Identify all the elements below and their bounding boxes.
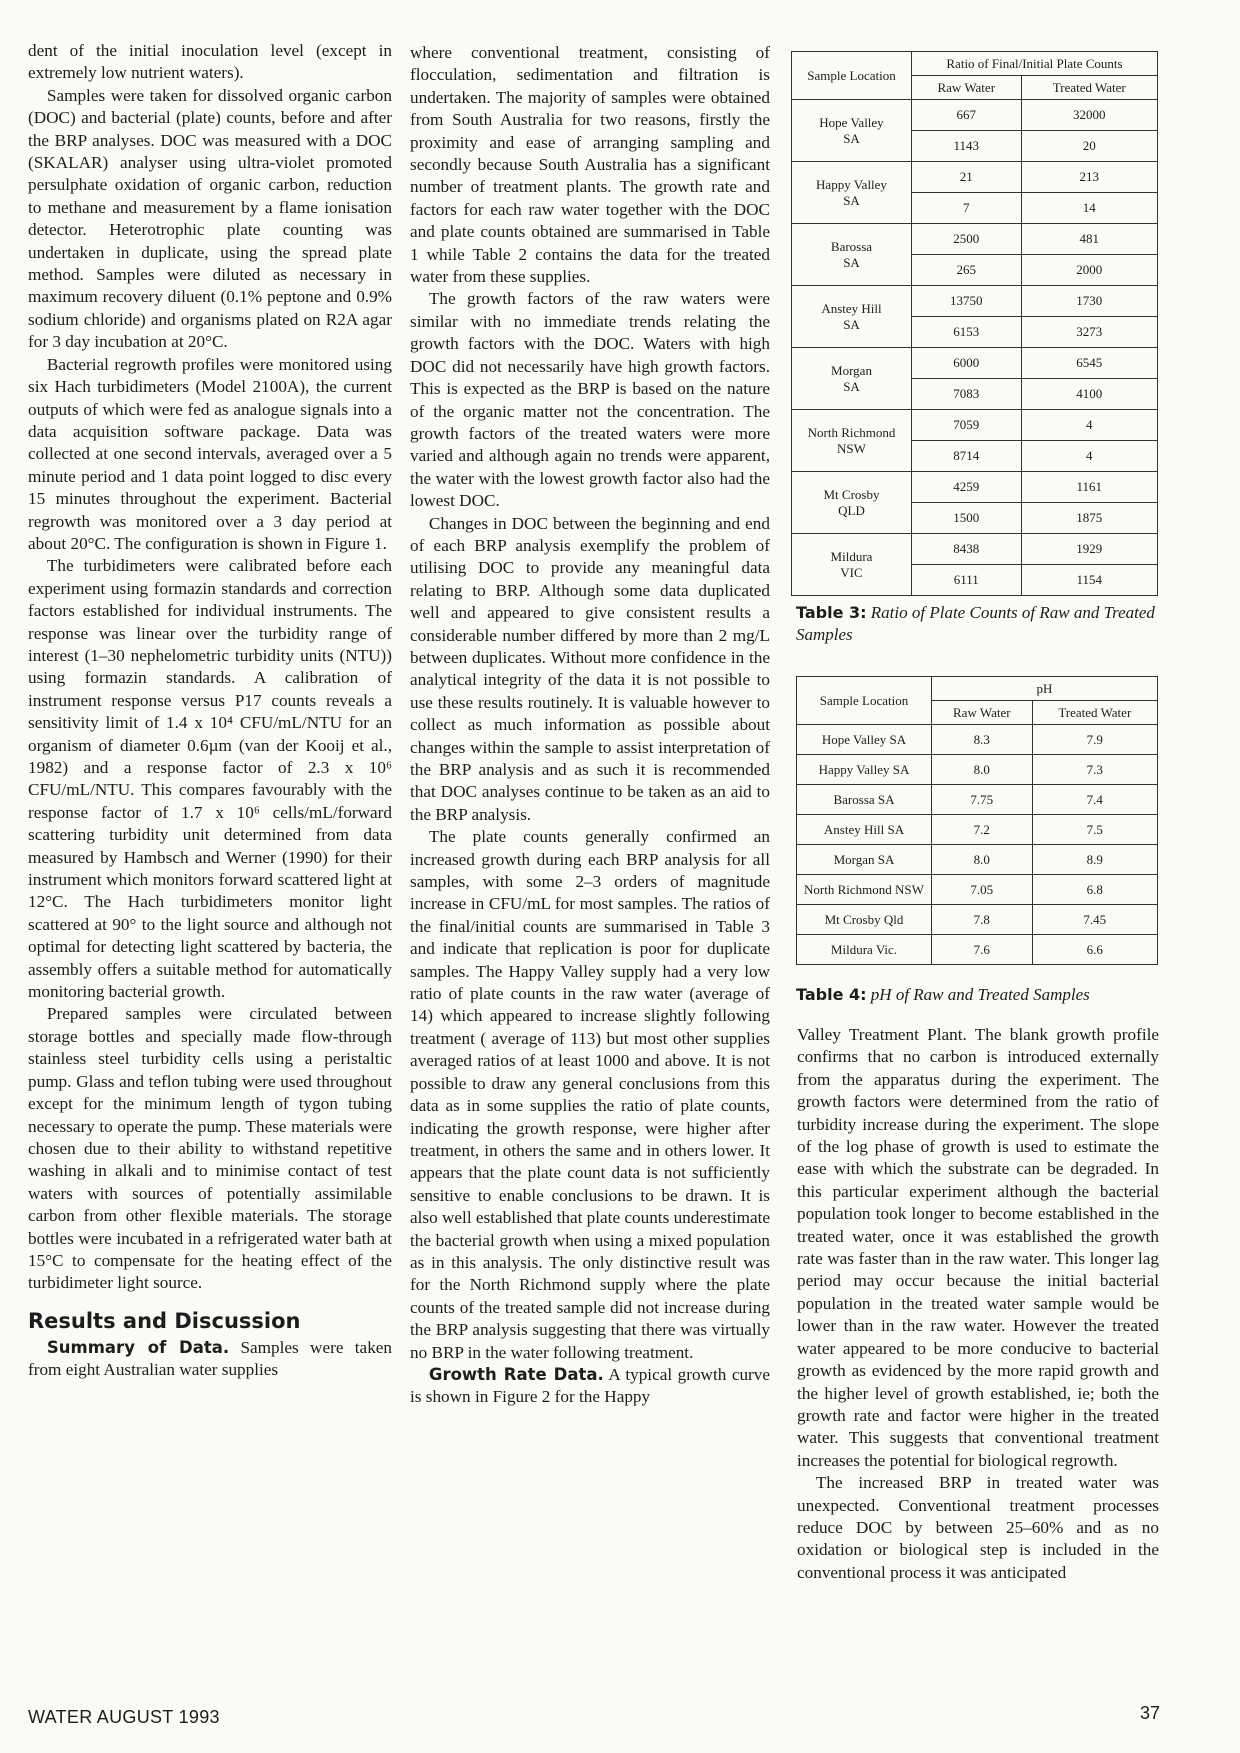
raw-water-ratio: 4259 — [912, 472, 1022, 503]
subsection-label: Growth Rate Data. — [428, 1364, 604, 1384]
sample-location: North Richmond NSW — [797, 875, 932, 905]
table-row — [792, 224, 1158, 255]
raw-water-ph: 8.3 — [932, 725, 1033, 755]
treated-water-ph: 7.5 — [1032, 815, 1157, 845]
location-name: Mildura — [830, 548, 873, 564]
paragraph: The increased BRP in treated water was unexpected. Conventional treatment processes reduce DOC by between 25–60% and as no oxidation or biological step is included in the conventional process it was anticipated — [797, 1473, 1159, 1582]
table-row — [797, 905, 1158, 935]
treated-water-ratio: 1929 — [1021, 534, 1158, 565]
table-row — [792, 286, 1158, 317]
table-4-ph — [796, 676, 1158, 965]
paragraph: Samples were taken for dissolved organic carbon (DOC) and bacterial (plate) counts, before and after the BRP analyses. DOC was measured with a DOC (SKALAR) analyser using ultra-violet promoted persulphate oxidation of organic carbon, reduction to methane and measurement by a flame ionisation detector. Heterotrophic plate counting was undertaken in duplicate, using the spread plate method. Samples were diluted as necessary in maximum recovery diluent (0.1% peptone and 0.9% sodium chloride) and organisms plated on R2A agar for 3 day incubation at 20°C. — [28, 85, 392, 352]
sample-location — [792, 162, 912, 224]
paragraph: Prepared samples were circulated between storage bottles and specially made flow-through stainless steel turbidity cells using a peristaltic pump. Glass and teflon tubing were used throughout except for the minimum length of tygon tubing necessary to operate the pump. These materials were chosen due to their ability to withstand repetitive washing in alkali and to minimise contact of test waters with sources of potentially assimilable carbon from other flexible materials. The storage bottles were incubated in a refrigerated water bath at 15°C to compensate for the heating effect of the turbidimeter light source. — [28, 1004, 392, 1293]
text-column-1 — [28, 40, 392, 1382]
table-row — [792, 100, 1158, 131]
sample-location: Mt Crosby Qld — [797, 905, 932, 935]
location-state: SA — [843, 378, 860, 394]
page-number: 37 — [1139, 1703, 1160, 1723]
raw-water-ratio: 265 — [912, 255, 1022, 286]
treated-water-ratio: 1730 — [1021, 286, 1158, 317]
raw-water-ratio: 6153 — [912, 317, 1022, 348]
table-row — [792, 472, 1158, 503]
location-name: Morgan — [831, 362, 872, 378]
treated-water-ph: 7.3 — [1032, 755, 1157, 785]
table-row — [797, 815, 1158, 845]
treated-water-ph: 6.8 — [1032, 875, 1157, 905]
footer-publication: WATER AUGUST 1993 — [28, 1707, 220, 1727]
treated-water-ratio: 1161 — [1021, 472, 1158, 503]
caption-text: Ratio of Plate Counts of Raw and Treated Samples — [796, 603, 1155, 644]
location-state: QLD — [838, 502, 865, 518]
treated-water-ratio: 4 — [1021, 441, 1158, 472]
sample-location: Morgan SA — [797, 845, 932, 875]
table-row — [797, 785, 1158, 815]
treated-water-ratio: 2000 — [1021, 255, 1158, 286]
sample-location: Anstey Hill SA — [797, 815, 932, 845]
caption-text: pH of Raw and Treated Samples — [866, 985, 1090, 1004]
table-3-plate-count-ratios — [791, 51, 1158, 596]
location-name: North Richmond — [807, 424, 896, 440]
sample-location — [792, 224, 912, 286]
table-row — [792, 534, 1158, 565]
raw-water-ph: 8.0 — [932, 755, 1033, 785]
text-column-3 — [797, 1024, 1159, 1584]
paragraph: The turbidimeters were calibrated before each experiment using formazin standards and correction factors established for individual instruments. The response was linear over the turbidity range of interest (1–30 nephelometric turbidity units (NTU)) using formazin standards. A calibration of instrument response versus P17 counts reveals a sensitivity limit of 1.4 x 10⁴ CFU/mL/NTU for an organism of diameter 0.6µm (van der Kooij et al., 1982) and a response factor of 2.3 x 10⁶ CFU/mL/NTU. This compares favourably with the response factor of 1.7 x 10⁶ cells/mL/forward scattering turbidity unit determined from data measured by Hambsch and Werner (1990) for their instrument which monitors forward scattered light at 12°C. The Hach turbidimeters monitor light scattered at 90° to the light source and although not optimal for detecting light scattered by bacteria, the assembly offers a suitable method for automatically monitoring bacterial growth. — [28, 556, 392, 1002]
treated-water-ratio: 481 — [1021, 224, 1158, 255]
table-body — [797, 725, 1158, 965]
table-row — [792, 348, 1158, 379]
location-state: SA — [843, 316, 860, 332]
sample-location — [792, 286, 912, 348]
column-header: Treated Water — [1032, 701, 1157, 725]
raw-water-ratio: 7083 — [912, 379, 1022, 410]
raw-water-ratio: 8714 — [912, 441, 1022, 472]
table-row — [797, 875, 1158, 905]
column-header: Raw Water — [912, 76, 1022, 100]
raw-water-ratio: 667 — [912, 100, 1022, 131]
treated-water-ratio: 4100 — [1021, 379, 1158, 410]
treated-water-ratio: 3273 — [1021, 317, 1158, 348]
treated-water-ratio: 1875 — [1021, 503, 1158, 534]
table-row — [797, 845, 1158, 875]
sample-location — [792, 100, 912, 162]
location-name: Hope Valley — [819, 114, 884, 130]
column-header: Treated Water — [1021, 76, 1158, 100]
text-column-2 — [410, 42, 770, 1409]
treated-water-ratio: 20 — [1021, 131, 1158, 162]
paragraph-text: A typical growth curve is shown in Figure 2 for the Happy — [410, 1364, 770, 1407]
raw-water-ph: 8.0 — [932, 845, 1033, 875]
paragraph: The growth factors of the raw waters were similar with no immediate trends relating the growth factors with the DOC. Waters with high DOC did not necessarily have high growth factors. This is expected as the BRP is based on the nature of the organic matter not the concentration. The growth factors of the treated waters were more varied and although again no trends were apparent, the water with the lowest growth factor also had the lowest DOC. — [410, 289, 770, 511]
location-state: VIC — [840, 564, 863, 580]
treated-water-ratio: 4 — [1021, 410, 1158, 441]
treated-water-ratio: 213 — [1021, 162, 1158, 193]
paragraph-text: Samples were taken from eight Australian water supplies — [28, 1337, 393, 1380]
raw-water-ratio: 2500 — [912, 224, 1022, 255]
paragraph — [28, 1337, 392, 1382]
treated-water-ph: 7.4 — [1032, 785, 1157, 815]
location-state: SA — [843, 254, 860, 270]
paragraph: Bacterial regrowth profiles were monitored using six Hach turbidimeters (Model 2100A), the current outputs of which were fed as analogue signals into a data acquisition software package. Data was collected at one second intervals, averaged over a 5 minute period and 1 data point logged to disc every 15 minutes throughout the experiment. Bacterial regrowth was monitored over a 3 day period at about 20°C. The configuration is shown in Figure 1. — [28, 354, 392, 553]
sample-location — [792, 410, 912, 472]
subsection-label: Summary of Data. — [46, 1337, 230, 1357]
paragraph — [410, 1364, 770, 1409]
sample-location: Happy Valley SA — [797, 755, 932, 785]
column-header: Ratio of Final/Initial Plate Counts — [912, 52, 1158, 76]
caption-label: Table 3: — [796, 603, 867, 622]
raw-water-ratio: 1500 — [912, 503, 1022, 534]
paragraph: dent of the initial inoculation level (except in extremely low nutrient waters). — [28, 41, 392, 83]
location-state: SA — [843, 130, 860, 146]
sample-location — [792, 472, 912, 534]
location-name: Barossa — [830, 238, 873, 254]
table-row — [797, 755, 1158, 785]
paragraph: The plate counts generally confirmed an increased growth during each BRP analysis for all samples, with some 2–3 orders of magnitude increase in CFU/mL for most samples. The ratios of the final/initial counts are summarised in Table 3 and indicate that replication is poor for duplicate samples. The Happy Valley supply had a very low ratio of plate counts in the raw water (average of 14) which appeared to increase slightly following treatment ( average of 113) but most other supplies averaged ratios of at least 1000 and above. It is not possible to draw any general conclusions from this data as in some supplies the ratio of plate counts, indicating the growth response, were higher after treatment, in others the same and in others lower. It appears that the plate count data is not sufficiently sensitive to enable conclusions to be drawn. It is also well established that plate counts underestimate the bacterial growth when using a mixed population as in this analysis. The only distinctive result was for the North Richmond supply where the plate counts of the treated sample did not increase during the BRP analysis suggesting that there was virtually no BRP in the water following treatment. — [410, 827, 770, 1362]
sample-location: Hope Valley SA — [797, 725, 932, 755]
raw-water-ph: 7.2 — [932, 815, 1033, 845]
raw-water-ratio: 7 — [912, 193, 1022, 224]
table-row — [797, 725, 1158, 755]
paragraph: where conventional treatment, consisting of flocculation, sedimentation and filtration is undertaken. The majority of samples were obtained from South Australia for two reasons, firstly the proximity and ease of arranging sampling and secondly because South Australia has a significant number of treatment plants. The growth rate and factors for each raw water together with the DOC and plate counts obtained are summarised in Table 1 while Table 2 contains the data for the treated water from these supplies. — [410, 43, 770, 287]
raw-water-ratio: 21 — [912, 162, 1022, 193]
treated-water-ph: 6.6 — [1032, 935, 1157, 965]
sample-location — [792, 534, 912, 596]
treated-water-ph: 7.9 — [1032, 725, 1157, 755]
paragraph: Valley Treatment Plant. The blank growth profile confirms that no carbon is introduced externally from the apparatus during the experiment. The growth factors were determined from the ratio of turbidity increase during the experiment. The slope of the log phase of growth is used to estimate the ease with which the substrate can be degraded. In this particular experiment although the bacterial population took longer to become established in the treated water, once it was established the growth rate was faster than in the raw water. This longer lag period may occur because the initial bacterial population in the treated water sample would be lower than in the raw water. However the treated water appeared to be more conducive to bacterial growth as evidenced by the more rapid growth and the higher level of growth established, ie; both the growth rate and factor were higher in the treated water. This suggests that conventional treatment increases the potential for biological regrowth. — [797, 1025, 1159, 1470]
table-row — [792, 410, 1158, 441]
location-state: NSW — [837, 440, 866, 456]
raw-water-ratio: 7059 — [912, 410, 1022, 441]
sample-location — [792, 348, 912, 410]
table-row — [797, 935, 1158, 965]
section-heading: Results and Discussion — [28, 1308, 301, 1333]
table-row — [792, 162, 1158, 193]
location-name: Mt Crosby — [823, 486, 880, 502]
treated-water-ph: 8.9 — [1032, 845, 1157, 875]
column-header: pH — [932, 677, 1158, 701]
raw-water-ph: 7.05 — [932, 875, 1033, 905]
paragraph: Changes in DOC between the beginning and end of each BRP analysis exemplify the problem of utilising DOC to provide any meaningful data relating to BRP. Although some data duplicated well and appeared to give consistent results a considerable number differed by more than 2 mg/L between duplicates. Without more confidence in the analytical integrity of the data it is not possible to use these results routinely. It is valuable however to collect as much information as possible about changes within the sample to assist interpretation of the BRP analysis and as such it is recommended that DOC analyses continue to be taken as an aid to the BRP analysis. — [410, 513, 770, 824]
treated-water-ph: 7.45 — [1032, 905, 1157, 935]
treated-water-ratio: 32000 — [1021, 100, 1158, 131]
column-header: Sample Location — [797, 677, 932, 725]
sample-location: Mildura Vic. — [797, 935, 932, 965]
raw-water-ratio: 6000 — [912, 348, 1022, 379]
treated-water-ratio: 6545 — [1021, 348, 1158, 379]
location-name: Anstey Hill — [821, 300, 882, 316]
caption-label: Table 4: — [796, 985, 867, 1004]
table-body — [792, 100, 1158, 596]
table-3-caption — [796, 602, 1156, 646]
sample-location: Barossa SA — [797, 785, 932, 815]
column-header: Raw Water — [932, 701, 1033, 725]
table-4-caption — [796, 984, 1166, 1006]
raw-water-ph: 7.6 — [932, 935, 1033, 965]
raw-water-ratio: 8438 — [912, 534, 1022, 565]
raw-water-ph: 7.8 — [932, 905, 1033, 935]
raw-water-ratio: 6111 — [912, 565, 1022, 596]
raw-water-ratio: 13750 — [912, 286, 1022, 317]
raw-water-ratio: 1143 — [912, 131, 1022, 162]
location-state: SA — [843, 192, 860, 208]
treated-water-ratio: 14 — [1021, 193, 1158, 224]
raw-water-ph: 7.75 — [932, 785, 1033, 815]
location-name: Happy Valley — [816, 176, 887, 192]
treated-water-ratio: 1154 — [1021, 565, 1158, 596]
column-header: Sample Location — [792, 52, 912, 100]
